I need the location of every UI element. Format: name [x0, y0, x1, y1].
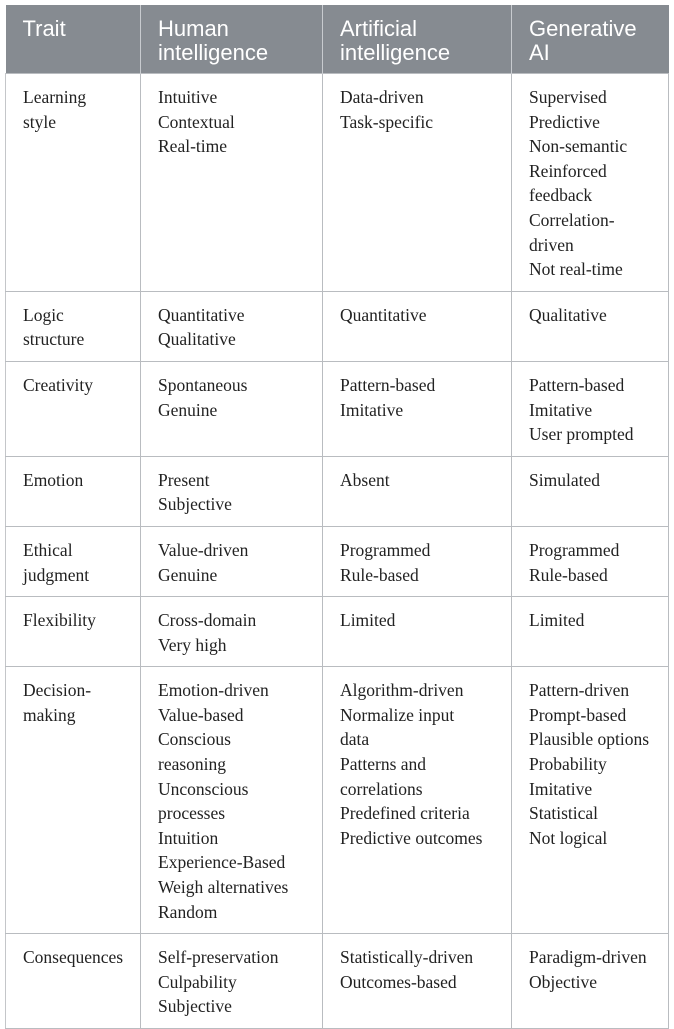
header-line: intelligence [158, 40, 269, 65]
cell-generative-ai [512, 291, 669, 361]
cell-line: Creativity [23, 374, 93, 395]
cell-line: Pattern-based [529, 374, 625, 395]
cell-trait [6, 456, 141, 526]
cell-line: User prompted [529, 424, 634, 445]
cell-trait [6, 526, 141, 596]
table-row [6, 456, 669, 526]
cell-line: style [23, 111, 57, 132]
cell-artificial-intelligence [323, 291, 512, 361]
cell-artificial-intelligence [323, 361, 512, 456]
header-trait [6, 5, 141, 74]
cell-line: Pattern-driven [529, 680, 630, 701]
cell-human-intelligence [141, 667, 323, 934]
cell-line: Statistically-driven [340, 947, 474, 968]
cell-line: Predictive [529, 111, 600, 132]
cell-line: Limited [529, 610, 585, 631]
cell-line: Value-driven [158, 539, 249, 560]
cell-line: Data-driven [340, 87, 424, 107]
header-generative-ai [512, 5, 669, 74]
cell-line: Statistical [529, 803, 599, 824]
cell-line: Spontaneous [158, 374, 248, 395]
cell-artificial-intelligence [323, 597, 512, 667]
cell-line: Supervised [529, 87, 607, 107]
cell-generative-ai [512, 597, 669, 667]
cell-line: Plausible options [529, 729, 650, 750]
cell-line: Intuitive [158, 87, 218, 107]
cell-line: Value-based [158, 704, 244, 725]
cell-line: Outcomes-based [340, 971, 457, 992]
cell-artificial-intelligence [323, 456, 512, 526]
cell-line: reasoning [158, 754, 227, 775]
cell-line: Simulated [529, 469, 600, 490]
cell-line: Not real-time [529, 259, 623, 280]
header-line: AI [529, 40, 550, 65]
header-line: intelligence [340, 40, 451, 65]
cell-line: Reinforced [529, 160, 607, 181]
table-row [6, 361, 669, 456]
cell-line: Consequences [23, 947, 124, 968]
cell-generative-ai [512, 361, 669, 456]
cell-trait [6, 291, 141, 361]
cell-artificial-intelligence [323, 667, 512, 934]
cell-human-intelligence [141, 934, 323, 1029]
table-row [6, 597, 669, 667]
cell-line: data [340, 729, 370, 750]
comparison-table [5, 5, 669, 1029]
cell-line: Culpability [158, 971, 237, 992]
cell-generative-ai [512, 74, 669, 292]
cell-line: Weigh alternatives [158, 877, 289, 898]
cell-line: Patterns and [340, 754, 427, 775]
cell-line: Quantitative [340, 304, 427, 325]
cell-line: Absent [340, 469, 390, 490]
cell-line: processes [158, 803, 226, 824]
cell-line: Task-specific [340, 111, 434, 132]
cell-generative-ai [512, 667, 669, 934]
cell-line: Real-time [158, 136, 228, 157]
cell-line: structure [23, 329, 85, 350]
table-header [6, 5, 669, 74]
header-human-intelligence [141, 5, 323, 74]
cell-line: Imitative [529, 399, 593, 420]
table-row [6, 667, 669, 934]
cell-generative-ai [512, 934, 669, 1029]
cell-line: Contextual [158, 111, 235, 132]
table-row [6, 291, 669, 361]
cell-line: Rule-based [529, 564, 608, 585]
cell-line: Correlation- [529, 209, 615, 230]
header-line: Artificial [340, 16, 418, 41]
cell-line: Normalize input [340, 704, 455, 725]
table-row [6, 526, 669, 596]
cell-line: Predictive outcomes [340, 827, 483, 848]
cell-line: Self-preservation [158, 947, 279, 968]
cell-line: Imitative [340, 399, 404, 420]
cell-human-intelligence [141, 361, 323, 456]
cell-line: making [23, 704, 76, 725]
table-row [6, 934, 669, 1029]
cell-line: Programmed [340, 539, 431, 560]
cell-line: Genuine [158, 564, 218, 585]
cell-line: Random [158, 901, 218, 922]
cell-line: Imitative [529, 778, 593, 799]
cell-line: Intuition [158, 827, 219, 848]
cell-trait [6, 597, 141, 667]
cell-line: Flexibility [23, 610, 96, 631]
cell-line: correlations [340, 778, 423, 799]
cell-human-intelligence [141, 597, 323, 667]
cell-line: Non-semantic [529, 136, 628, 157]
cell-trait [6, 74, 141, 292]
header-trait-label: Trait [22, 16, 66, 41]
header-row [6, 5, 669, 74]
cell-generative-ai [512, 456, 669, 526]
cell-line: Cross-domain [158, 610, 257, 631]
cell-line: driven [529, 234, 574, 255]
cell-artificial-intelligence [323, 934, 512, 1029]
cell-human-intelligence [141, 74, 323, 292]
header-artificial-intelligence [323, 5, 512, 74]
cell-line: Probability [529, 754, 607, 775]
cell-line: Qualitative [158, 329, 236, 350]
cell-line: Pattern-based [340, 374, 436, 395]
cell-line: Ethical [23, 539, 73, 560]
cell-line: Subjective [158, 996, 232, 1017]
cell-trait [6, 361, 141, 456]
cell-line: Subjective [158, 494, 232, 515]
cell-line: Programmed [529, 539, 620, 560]
cell-line: Predefined criteria [340, 803, 470, 824]
cell-line: Learning [23, 87, 87, 107]
cell-artificial-intelligence [323, 74, 512, 292]
table-row [6, 74, 669, 292]
cell-trait [6, 667, 141, 934]
cell-human-intelligence [141, 456, 323, 526]
table-body [6, 74, 669, 1029]
cell-line: Qualitative [529, 304, 607, 325]
cell-line: feedback [529, 185, 593, 206]
cell-line: Logic [23, 304, 64, 325]
cell-line: Paradigm-driven [529, 947, 647, 968]
cell-line: Decision- [23, 680, 92, 701]
cell-line: Very high [158, 634, 227, 655]
cell-artificial-intelligence [323, 526, 512, 596]
cell-generative-ai [512, 526, 669, 596]
cell-human-intelligence [141, 526, 323, 596]
cell-line: Emotion-driven [158, 680, 269, 701]
cell-line: Unconscious [158, 778, 249, 799]
cell-line: Not logical [529, 827, 608, 848]
cell-line: judgment [23, 564, 90, 585]
cell-line: Rule-based [340, 564, 419, 585]
cell-line: Experience-Based [158, 852, 286, 873]
cell-line: Conscious [158, 729, 231, 750]
header-line: Generative [529, 16, 637, 41]
cell-line: Present [158, 469, 210, 490]
cell-line: Prompt-based [529, 704, 627, 725]
cell-line: Emotion [23, 469, 84, 490]
cell-line: Limited [340, 610, 396, 631]
cell-line: Algorithm-driven [340, 680, 464, 701]
cell-line: Quantitative [158, 304, 245, 325]
cell-line: Genuine [158, 399, 218, 420]
header-line: Human [158, 16, 229, 41]
cell-trait [6, 934, 141, 1029]
cell-line: Objective [529, 971, 598, 992]
cell-human-intelligence [141, 291, 323, 361]
